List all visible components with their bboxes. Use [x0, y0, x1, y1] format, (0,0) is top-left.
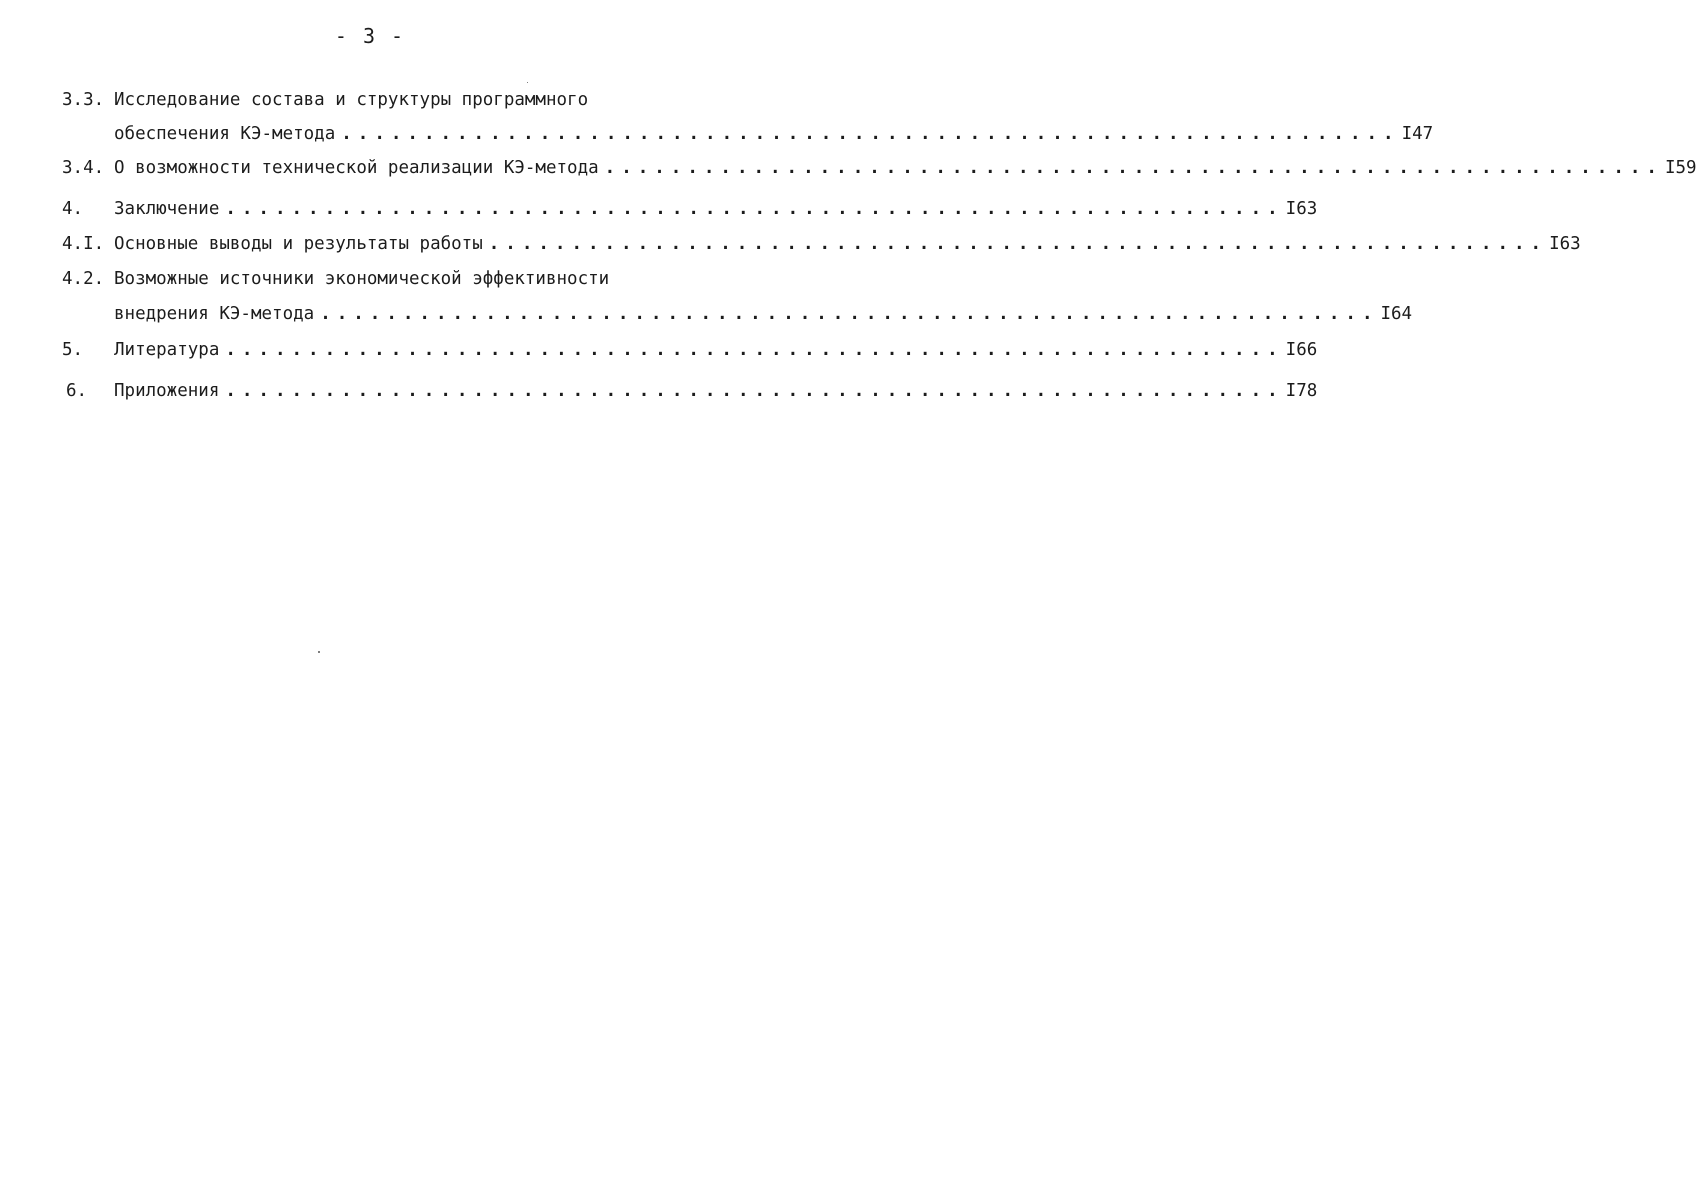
- paper-speck: [527, 82, 528, 83]
- toc-entry-title: Заключение: [114, 199, 220, 219]
- toc-entry-line: [60, 122, 1434, 146]
- paper-speck: [318, 651, 320, 653]
- toc-entry-page: I47: [1401, 124, 1434, 144]
- toc-entry-number: 4.2.: [62, 269, 105, 289]
- page-number: - 3 -: [334, 24, 406, 48]
- toc-entry-title: Возможные источники экономической эффективности: [114, 269, 610, 289]
- dot-leader: ................................................................: [225, 340, 1284, 360]
- toc-entry-number: 4.: [62, 199, 84, 219]
- toc-entry-title: О возможности технической реализации КЭ-метода: [114, 158, 599, 178]
- toc-entry-title: Исследование состава и структуры программного: [114, 90, 589, 110]
- toc-entry-line: [60, 232, 1581, 256]
- toc-entry-line: [60, 338, 1318, 362]
- toc-entry-line: [60, 197, 1318, 221]
- toc-entry-title: Основные выводы и результаты работы: [114, 234, 483, 254]
- toc-entry-title: Приложения: [114, 381, 220, 401]
- toc-entry-title: Литература: [114, 340, 220, 360]
- dot-leader: ................................................................: [320, 304, 1379, 324]
- toc-entry-title: обеспечения КЭ-метода: [114, 124, 336, 144]
- toc-entry-page: I63: [1549, 234, 1581, 254]
- toc-entry-line: [60, 267, 692, 291]
- toc-entry-line: [60, 88, 692, 112]
- dot-leader: ................................................................: [225, 381, 1284, 401]
- toc-entry-number: 4.I.: [62, 234, 105, 254]
- dot-leader: ................................................................: [225, 199, 1284, 219]
- toc-entry-page: I64: [1380, 304, 1413, 324]
- toc-entry-line: [60, 379, 1318, 403]
- toc-entry-line: [60, 156, 1697, 180]
- toc-entry-number: 6.: [66, 381, 88, 401]
- toc-entry-page: I66: [1285, 340, 1318, 360]
- toc-entry-page: I59: [1664, 158, 1697, 178]
- toc-entry-number: 3.4.: [62, 158, 105, 178]
- toc-entry-title: внедрения КЭ-метода: [114, 304, 315, 324]
- dot-leader: ................................................................: [604, 158, 1663, 178]
- toc-entry-page: I78: [1285, 381, 1318, 401]
- toc-entry-page: I63: [1285, 199, 1318, 219]
- toc-entry-number: 5.: [62, 340, 84, 360]
- dot-leader: ................................................................: [488, 234, 1548, 254]
- dot-leader: ................................................................: [341, 124, 1400, 144]
- toc-entry-line: [60, 302, 1413, 326]
- toc-entry-number: 3.3.: [62, 90, 105, 110]
